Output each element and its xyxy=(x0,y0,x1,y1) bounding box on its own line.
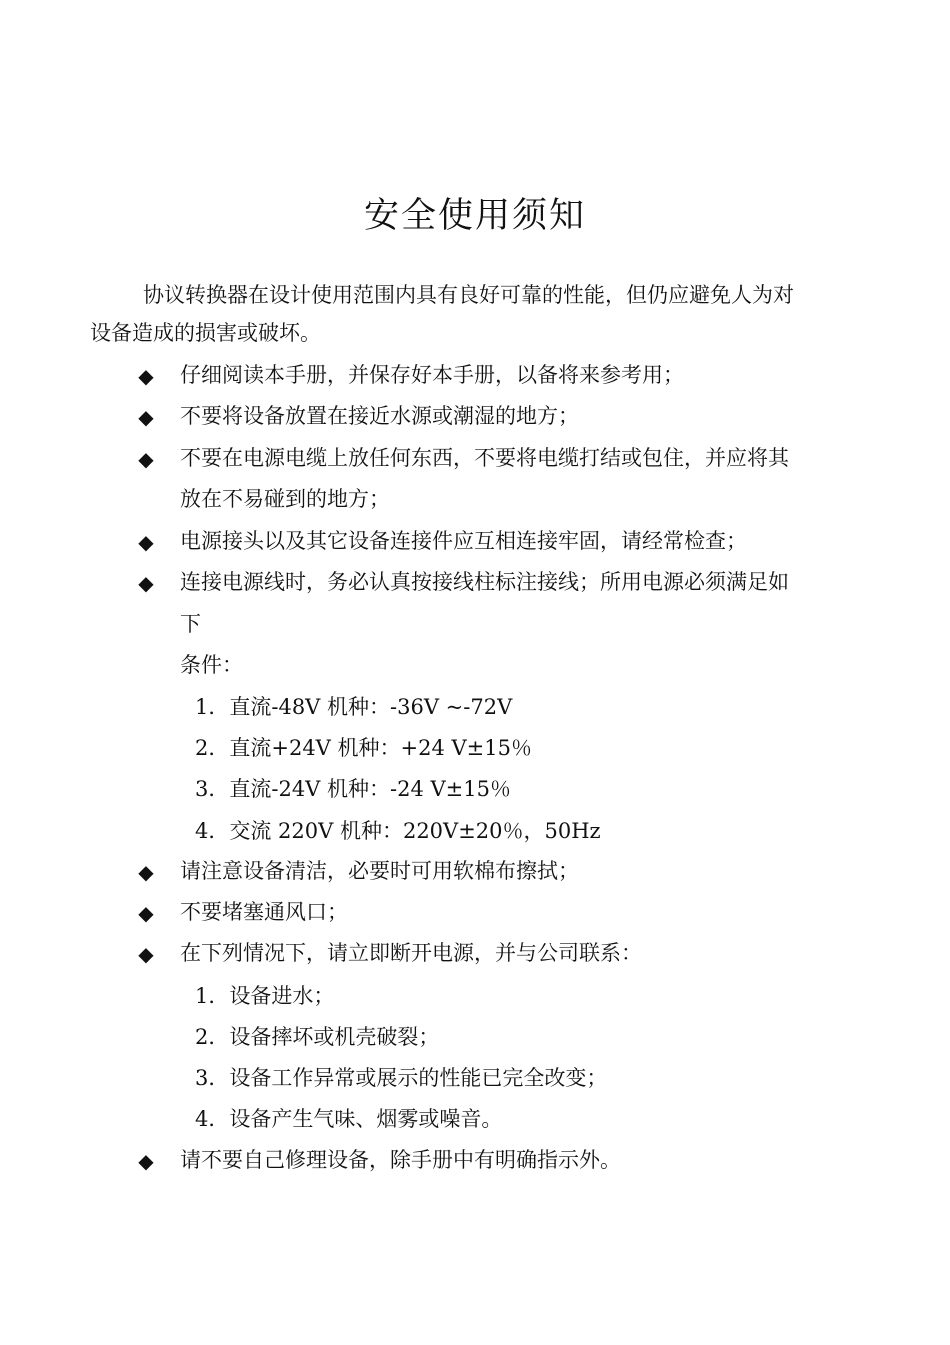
list-item: 请注意设备清洁，必要时可用软棉布擦拭； xyxy=(180,859,579,883)
intro-line-2: 设备造成的损害或破坏。 xyxy=(90,321,321,345)
list-item-continuation: 放在不易碰到的地方； xyxy=(180,487,390,511)
diamond-bullet-icon: ◆ xyxy=(138,405,154,429)
intro-line-1: 协议转换器在设计使用范围内具有良好可靠的性能，但仍应避免人为对 xyxy=(143,283,794,307)
diamond-bullet-icon: ◆ xyxy=(138,447,154,471)
list-item: 在下列情况下，请立即断开电源，并与公司联系： xyxy=(180,941,642,965)
list-item: 请不要自己修理设备，除手册中有明确指示外。 xyxy=(180,1148,621,1172)
list-item-continuation: 下 xyxy=(180,612,201,636)
sub-list-item: 1．直流-48V 机种：-36V ~-72V xyxy=(195,695,513,719)
diamond-bullet-icon: ◆ xyxy=(138,942,154,966)
sub-list-item: 2．直流+24V 机种：+24 V±15％ xyxy=(195,736,532,760)
page-title: 安全使用须知 xyxy=(363,196,586,236)
list-item-continuation: 条件： xyxy=(180,653,243,677)
list-item: 不要在电源电缆上放任何东西，不要将电缆打结或包住，并应将其 xyxy=(180,446,789,470)
list-item: 电源接头以及其它设备连接件应互相连接牢固，请经常检查； xyxy=(180,529,747,553)
diamond-bullet-icon: ◆ xyxy=(138,901,154,925)
sub-list-item: 4．设备产生气味、烟雾或噪音。 xyxy=(195,1107,503,1131)
diamond-bullet-icon: ◆ xyxy=(138,1149,154,1173)
list-item: 仔细阅读本手册，并保存好本手册，以备将来参考用； xyxy=(180,363,684,387)
diamond-bullet-icon: ◆ xyxy=(138,571,154,595)
sub-list-item: 1．设备进水； xyxy=(195,984,335,1008)
diamond-bullet-icon: ◆ xyxy=(138,530,154,554)
sub-list-item: 4．交流 220V 机种：220V±20％，50Hz xyxy=(195,819,601,843)
sub-list-item: 3．设备工作异常或展示的性能已完全改变； xyxy=(195,1066,608,1090)
diamond-bullet-icon: ◆ xyxy=(138,364,154,388)
list-item: 不要堵塞通风口； xyxy=(180,900,348,924)
sub-list-item: 3．直流-24V 机种：-24 V±15％ xyxy=(195,777,511,801)
sub-list-item: 2．设备摔坏或机壳破裂； xyxy=(195,1025,440,1049)
list-item: 连接电源线时，务必认真按接线柱标注接线；所用电源必须满足如 xyxy=(180,570,789,594)
list-item: 不要将设备放置在接近水源或潮湿的地方； xyxy=(180,404,579,428)
diamond-bullet-icon: ◆ xyxy=(138,860,154,884)
